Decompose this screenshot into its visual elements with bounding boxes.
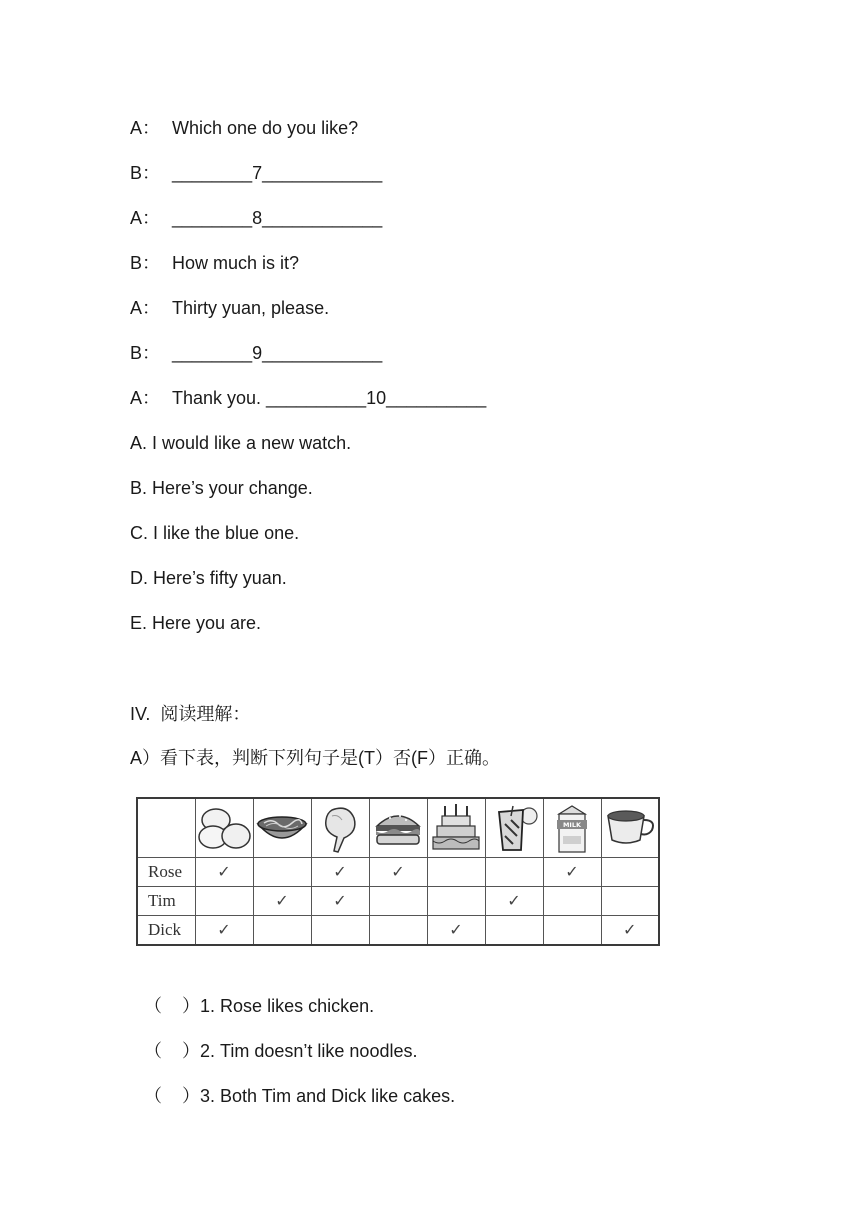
eggs-icon <box>195 798 253 858</box>
dialogue-line-1 <box>130 117 358 139</box>
tick-mark: ✓ <box>217 862 231 881</box>
answer-paren: （ ） <box>144 996 201 1016</box>
question-text: 1. Rose likes chicken. <box>200 996 375 1016</box>
dialogue-line-6 <box>130 342 382 364</box>
question-text: 3. Both Tim and Dick like cakes. <box>200 1086 456 1106</box>
speaker-label: B： <box>130 343 161 363</box>
question-2 <box>134 1018 417 1062</box>
dialogue-blank-10: Thank you. __________10__________ <box>172 388 487 408</box>
tick-mark: ✓ <box>565 862 579 881</box>
answer-paren: （ ） <box>144 1086 201 1106</box>
tick-mark: ✓ <box>391 862 405 881</box>
corner-cell <box>137 798 195 858</box>
tick-mark: ✓ <box>449 920 463 939</box>
dialogue-text: How much is it? <box>172 253 300 273</box>
tick-mark: ✓ <box>333 891 347 910</box>
tick-mark: ✓ <box>623 920 637 939</box>
cake-icon <box>427 798 485 858</box>
dialogue-line-3 <box>130 207 382 229</box>
dialogue-line-7 <box>130 387 486 409</box>
tick-mark: ✓ <box>275 891 289 910</box>
table-row-rose <box>137 858 659 887</box>
speaker-label: A： <box>130 298 161 318</box>
option-b: B. Here’s your change. <box>130 478 313 498</box>
dialogue-blank-8: ________8____________ <box>172 208 383 228</box>
row-name: Dick <box>137 916 195 946</box>
table-row-dick <box>137 916 659 946</box>
table-row-tim <box>137 887 659 916</box>
option-c: C. I like the blue one. <box>130 523 300 543</box>
tea-icon <box>601 798 659 858</box>
speaker-label: A： <box>130 118 161 138</box>
hamburger-icon <box>369 798 427 858</box>
question-1 <box>134 973 374 1017</box>
option-a: A. I would like a new watch. <box>130 433 352 453</box>
dialogue-blank-9: ________9____________ <box>172 343 383 363</box>
question-text: 2. Tim doesn’t like noodles. <box>200 1041 418 1061</box>
speaker-label: B： <box>130 163 161 183</box>
dialogue-blank-7: ________7____________ <box>172 163 383 183</box>
dialogue-line-2 <box>130 162 382 184</box>
speaker-label: A： <box>130 388 161 408</box>
row-name: Rose <box>137 858 195 887</box>
dialogue-text: Which one do you like? <box>172 118 359 138</box>
question-3 <box>134 1063 455 1107</box>
dialogue-text: Thirty yuan, please. <box>172 298 330 318</box>
dialogue-line-5 <box>130 297 329 319</box>
option-d: D. Here’s fifty yuan. <box>130 568 287 588</box>
dialogue-line-4 <box>130 252 299 274</box>
speaker-label: B： <box>130 253 161 273</box>
food-preference-table <box>136 797 662 945</box>
answer-paren: （ ） <box>144 1041 201 1061</box>
noodles-icon <box>253 798 311 858</box>
tick-mark: ✓ <box>217 920 231 939</box>
section-instruction: A）看下表，判断下列句子是(T）否(F）正确。 <box>130 748 500 768</box>
milk-icon <box>543 798 601 858</box>
speaker-label: A： <box>130 208 161 228</box>
row-name: Tim <box>137 887 195 916</box>
option-e: E. Here you are. <box>130 613 262 633</box>
tick-mark: ✓ <box>507 891 521 910</box>
chicken-icon <box>311 798 369 858</box>
section-title: IV. 阅读理解： <box>130 704 251 724</box>
milk-label: MILK <box>562 821 582 829</box>
tick-mark: ✓ <box>333 862 347 881</box>
juice-icon <box>485 798 543 858</box>
